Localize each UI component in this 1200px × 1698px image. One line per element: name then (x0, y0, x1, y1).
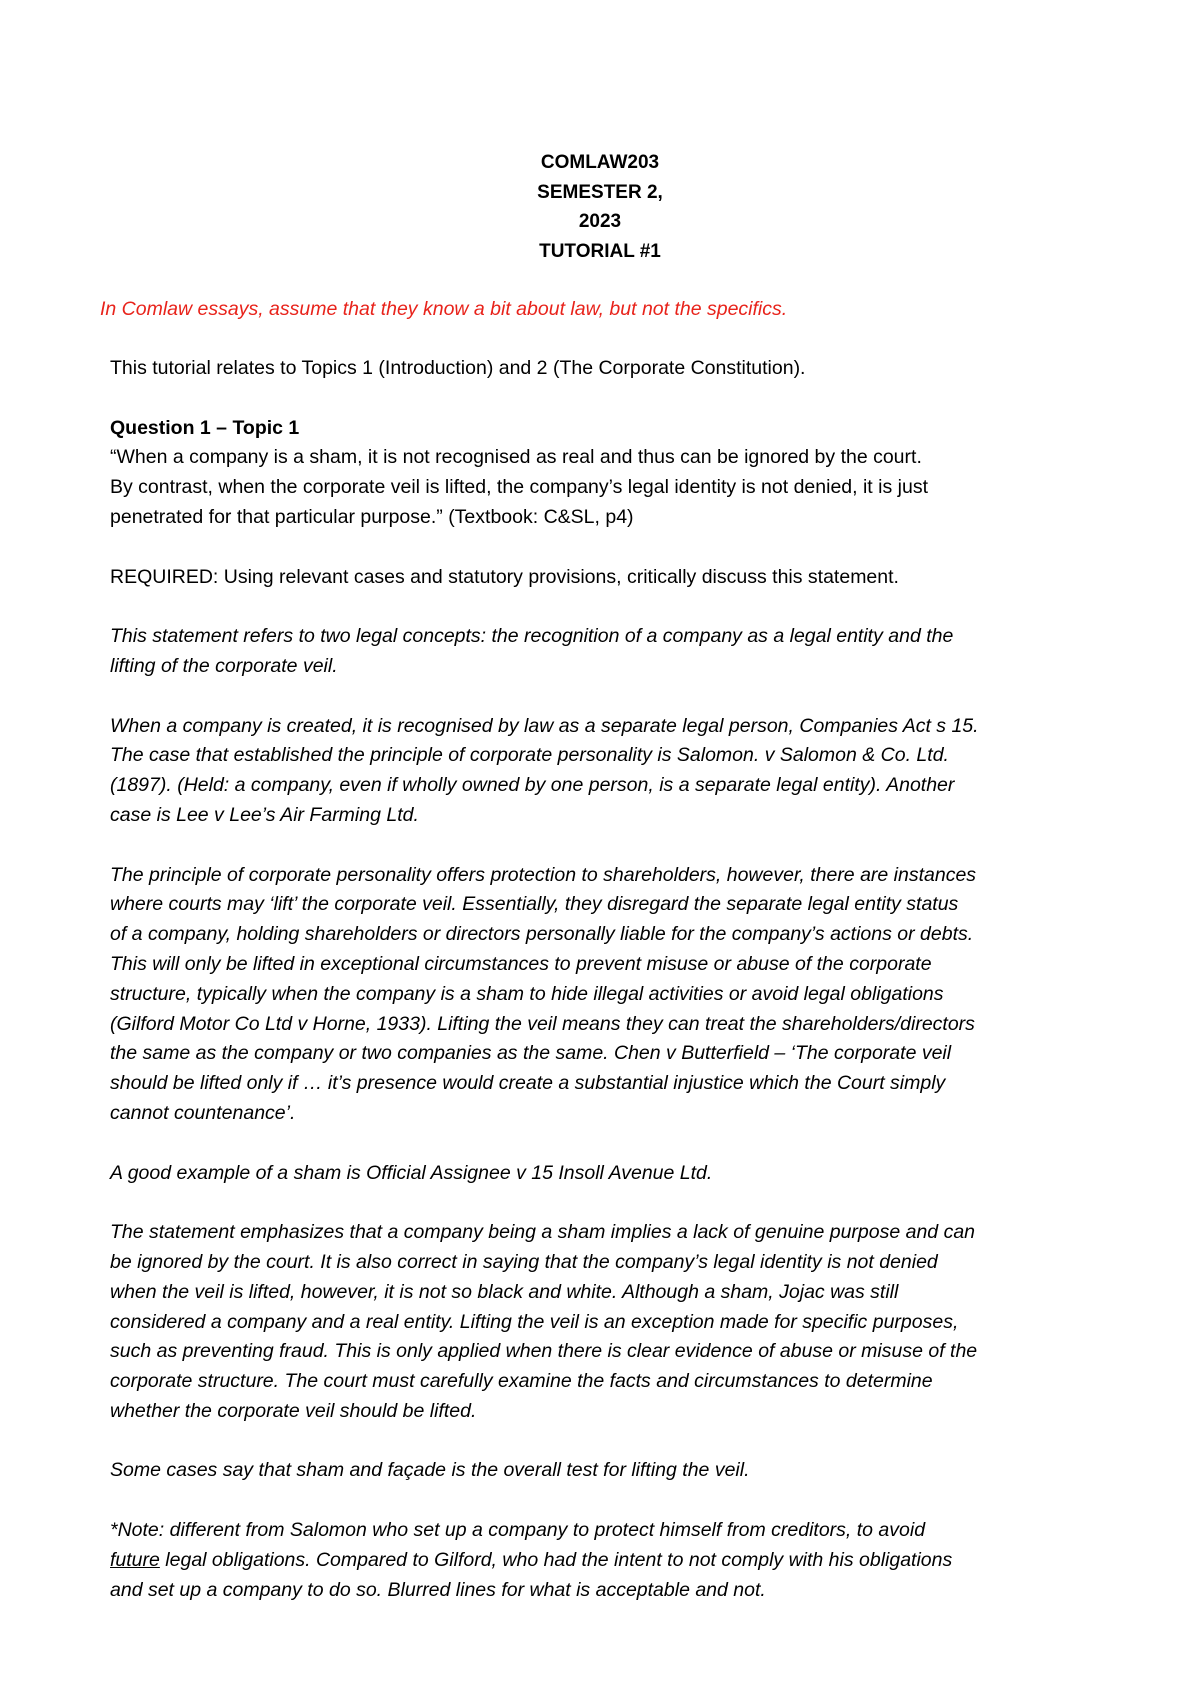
answer-line: corporate structure. The court must carefully examine the facts and circumstances to determine (110, 1370, 933, 1393)
answer-line: case is Lee v Lee’s Air Farming Ltd. (110, 803, 419, 826)
quote-line: penetrated for that particular purpose.” (Textbook: C&SL, p4) (110, 505, 634, 528)
answer-line: The case that established the principle of corporate personality is Salomon. v Salomon & Co. Ltd. (110, 744, 949, 767)
required-paragraph (110, 563, 1110, 593)
answer-line: A good example of a sham is Official Assignee v 15 Insoll Avenue Ltd. (110, 1161, 713, 1184)
answer-line: Some cases say that sham and façade is the overall test for lifting the veil. (110, 1459, 750, 1482)
answer-note-paragraph (110, 1516, 1110, 1605)
note-line-rest: legal obligations. Compared to Gilford, who had the intent to not comply with his obligations (159, 1548, 953, 1571)
answer-line: When a company is created, it is recognised by law as a separate legal person, Companies Act s 15. (110, 714, 979, 737)
answer-line: structure, typically when the company is a sham to hide illegal activities or avoid legal obligations (110, 982, 944, 1005)
answer-line: This statement refers to two legal concepts: the recognition of a company as a legal entity and the (110, 625, 954, 648)
answer-line: where courts may ‘lift’ the corporate veil. Essentially, they disregard the separate legal entity status (110, 893, 959, 916)
question-block (110, 414, 1110, 533)
answer-paragraph-1 (110, 622, 1110, 682)
answer-line: of a company, holding shareholders or directors personally liable for the company’s actions or debts. (110, 923, 974, 946)
course-code: COMLAW203 (540, 152, 660, 173)
note-line: and set up a company to do so. Blurred lines for what is acceptable and not. (110, 1578, 766, 1601)
underlined-word: future (110, 1548, 160, 1571)
intro-text: This tutorial relates to Topics 1 (Introduction) and 2 (The Corporate Constitution). (110, 357, 806, 379)
year-label: 2023 (578, 211, 622, 232)
document-header (0, 148, 1200, 266)
answer-paragraph-3 (110, 861, 1110, 1129)
answer-line: The statement emphasizes that a company being a sham implies a lack of genuine purpose and can (110, 1221, 976, 1244)
required-text: REQUIRED: Using relevant cases and statutory provisions, critically discuss this statement. (110, 565, 899, 588)
quote-line: “When a company is a sham, it is not recognised as real and thus can be ignored by the court. (110, 446, 922, 469)
answer-line: lifting of the corporate veil. (110, 654, 338, 677)
answer-paragraph-2 (110, 712, 1110, 831)
answer-paragraph-4 (110, 1159, 1110, 1189)
answer-paragraph-6 (110, 1456, 1110, 1486)
document-body (110, 354, 1110, 1635)
answer-line: when the veil is lifted, however, it is not so black and white. Although a sham, Jojac was still (110, 1280, 899, 1303)
answer-line: cannot countenance’. (110, 1101, 296, 1124)
note-line: *Note: different from Salomon who set up a company to protect himself from creditors, to avoid (110, 1519, 926, 1542)
answer-line: such as preventing fraud. This is only applied when there is clear evidence of abuse or misuse of the (110, 1340, 978, 1363)
answer-line: This will only be lifted in exceptional circumstances to prevent misuse or abuse of the corporate (110, 952, 932, 975)
answer-paragraph-5 (110, 1218, 1110, 1427)
answer-line: considered a company and a real entity. Lifting the veil is an exception made for specific purposes, (110, 1310, 959, 1333)
tutorial-label: TUTORIAL #1 (539, 240, 661, 262)
answer-line: should be lifted only if … it’s presence would create a substantial injustice which the Court simply (110, 1072, 946, 1095)
question-heading: Question 1 – Topic 1 (110, 416, 300, 439)
essay-tip-note: In Comlaw essays, assume that they know a bit about law, but not the specifics. (100, 298, 788, 320)
semester-label: SEMESTER 2, (537, 181, 663, 203)
note-line (110, 1549, 952, 1571)
answer-line: (1897). (Held: a company, even if wholly owned by one person, is a separate legal entity). Another (110, 774, 955, 797)
answer-line: the same as the company or two companies as the same. Chen v Butterfield – ‘The corporate veil (110, 1042, 952, 1065)
quote-line: By contrast, when the corporate veil is lifted, the company’s legal identity is not denied, it is just (110, 476, 928, 499)
answer-line: whether the corporate veil should be lifted. (110, 1399, 477, 1422)
answer-line: be ignored by the court. It is also correct in saying that the company’s legal identity is not denied (110, 1250, 938, 1273)
answer-line: (Gilford Motor Co Ltd v Horne, 1933). Lifting the veil means they can treat the shareholders/directors (110, 1012, 975, 1035)
intro-paragraph (110, 354, 1110, 384)
answer-line: The principle of corporate personality offers protection to shareholders, however, there are instances (110, 863, 977, 886)
